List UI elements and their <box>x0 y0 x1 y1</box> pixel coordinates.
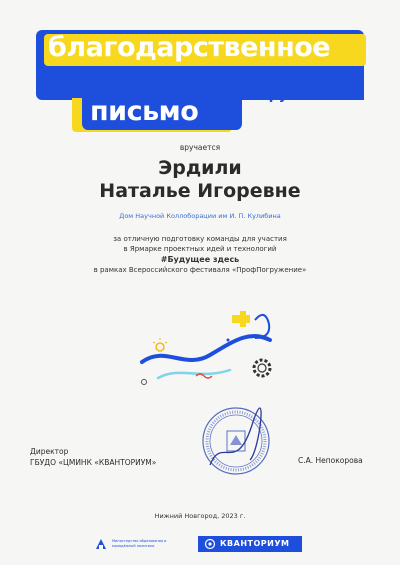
recipient-surname: Эрдили <box>158 157 242 179</box>
citation-line-1: за отличную подготовку команды для участия <box>113 235 287 243</box>
citation-line-2: в Ярмарке проектных идей и технологий <box>123 245 277 253</box>
citation-line-4: в рамках Всероссийского фестиваля «ПрофПогружение» <box>93 266 307 274</box>
decorative-illustration <box>130 300 280 395</box>
festival-logo-subtitle: всероссийский фестиваль <box>284 73 324 85</box>
kvantorium-logo <box>198 536 302 552</box>
festival-logo <box>232 72 352 104</box>
recipient-name: Наталье Игоревне <box>99 180 301 202</box>
ministry-logo <box>92 536 192 552</box>
signer-position-line1: Директор <box>30 447 69 456</box>
puzzle-icon <box>232 311 250 327</box>
signer-position-line2: ГБУДО «ЦМИНК «КВАНТОРИУМ» <box>30 458 157 467</box>
signer-name: С.А. Непокорова <box>298 456 363 465</box>
small-circle-icon <box>142 380 147 385</box>
kvantorium-emblem-icon <box>204 538 216 550</box>
title-line-1: благодарственное <box>48 32 331 63</box>
festival-logo-word1: Проф <box>232 72 278 88</box>
recipient-organization: Дом Научной Коллоборации им И. П. Кулибина <box>119 212 281 220</box>
gear-icon <box>254 360 270 376</box>
ministry-logo-text: Министерство образования и молодёжной политики <box>112 539 167 548</box>
lightbulb-icon <box>156 343 164 351</box>
awarded-label: вручается <box>179 143 221 152</box>
title-line-2: письмо <box>90 96 199 127</box>
wave-line-light <box>158 370 230 378</box>
festival-logo-word2: Погружение <box>240 87 341 103</box>
official-stamp <box>200 405 272 477</box>
ministry-emblem-icon <box>94 537 108 551</box>
kvantorium-logo-text: КВАНТОРИУМ <box>220 539 290 548</box>
wave-line <box>142 336 270 362</box>
citation-hashtag: #Будущее здесь <box>160 255 240 264</box>
signer-position <box>30 446 156 468</box>
city-date: Нижний Новгород, 2023 г. <box>154 512 246 520</box>
